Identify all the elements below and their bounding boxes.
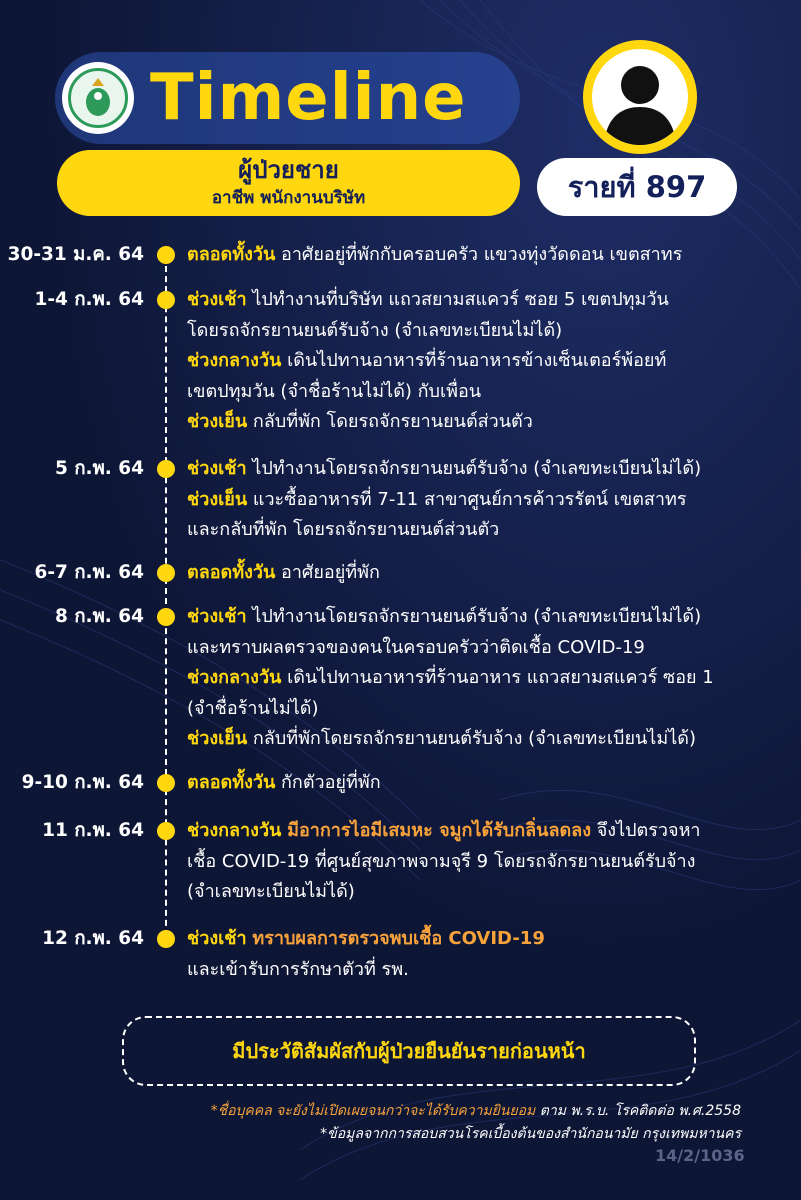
entry-details — [187, 558, 799, 589]
timeline-dot-icon — [157, 608, 175, 626]
entry-details — [187, 240, 799, 271]
entry-line — [187, 346, 799, 377]
entry-text: และเข้ารับการรักษาตัวที่ รพ. — [187, 958, 409, 980]
entry-text: ไปทำงานโดยรถจักรยานยนต์รับจ้าง (จำเลขทะเบียนไม่ได้) — [246, 458, 702, 479]
time-of-day-label: ช่วงเช้า — [187, 928, 247, 949]
footnote-2 — [320, 1123, 741, 1145]
entry-line — [187, 515, 799, 546]
entry-line — [187, 240, 799, 271]
time-of-day-label: ตลอดทั้งวัน — [187, 772, 276, 793]
entry-line — [187, 768, 799, 799]
entry-text: เดินไปทานอาหารที่ร้านอาหาร แถวสยามสแควร์ ซอย 1 — [281, 667, 714, 688]
footnote-1-rest: ตาม พ.ร.บ. โรคติดต่อ พ.ศ.2558 — [535, 1103, 741, 1119]
entry-details — [187, 602, 799, 755]
entry-line — [187, 877, 799, 908]
time-of-day-label: ช่วงกลางวัน — [187, 350, 282, 371]
footnote-1-highlight: *ชื่อบุคคล จะยังไม่เปิดเผยจนกว่าจะได้รับความยินยอม — [210, 1103, 536, 1119]
entry-date: 11 ก.พ. 64 — [42, 820, 144, 841]
entry-text: และกลับที่พัก โดยรถจักรยานยนต์ส่วนตัว — [187, 519, 500, 540]
entry-line — [187, 407, 799, 438]
highlight-text: มีอาการไอมีเสมหะ จมูกได้รับกลิ่นลดลง — [287, 820, 592, 841]
entry-text: เชื้อ COVID-19 ที่ศูนย์สุขภาพจามจุรี 9 โดยรถจักรยานยนต์รับจ้าง — [187, 850, 696, 872]
entry-line — [187, 377, 799, 408]
entry-line — [187, 558, 799, 589]
time-of-day-label: ช่วงเช้า — [187, 606, 247, 627]
time-of-day-label: ช่วงเช้า — [187, 289, 247, 310]
entry-line — [187, 602, 799, 633]
timeline-dot-icon — [157, 930, 175, 948]
entry-text: (จำชื่อร้านไม่ได้) — [187, 697, 319, 719]
entry-text: โดยรถจักรยานยนต์รับจ้าง (จำเลขทะเบียนไม่ได้) — [187, 319, 563, 341]
entry-line — [187, 816, 799, 847]
occupation-label: อาชีพ พนักงานบริษัท — [211, 188, 366, 208]
entry-text: (จำเลขทะเบียนไม่ได้) — [187, 881, 355, 902]
entry-text: อาศัยอยู่ที่พัก — [275, 562, 380, 583]
entry-date: 30-31 ม.ค. 64 — [7, 244, 144, 265]
footnote-1 — [211, 1100, 741, 1122]
time-of-day-label: ช่วงเย็น — [187, 411, 248, 432]
entry-line — [187, 724, 799, 755]
page-title: Timeline — [150, 61, 467, 135]
entry-text: กลับที่พัก โดยรถจักรยานยนต์ส่วนตัว — [247, 411, 533, 432]
case-number-badge: รายที่ 897 — [537, 158, 737, 216]
entry-details — [187, 285, 799, 438]
footnote-2-text: *ข้อมูลจากการสอบสวนโรคเบื้องต้นของสำนักอนามัย กรุงเทพมหานคร — [320, 1126, 741, 1142]
entry-text: ไปทำงานโดยรถจักรยานยนต์รับจ้าง (จำเลขทะเบียนไม่ได้) — [246, 606, 702, 627]
entry-line — [187, 633, 799, 664]
entry-line — [187, 454, 799, 485]
patient-label: ผู้ป่วยชาย — [238, 156, 339, 184]
entry-text: เดินไปทานอาหารที่ร้านอาหารข้างเซ็นเตอร์พ้อยท์ — [281, 350, 667, 371]
time-of-day-label: ตลอดทั้งวัน — [187, 244, 276, 265]
entry-line — [187, 285, 799, 316]
entry-details — [187, 924, 799, 985]
entry-date: 6-7 ก.พ. 64 — [34, 562, 144, 583]
time-of-day-label: ช่วงกลางวัน — [187, 667, 282, 688]
entry-line — [187, 663, 799, 694]
timeline-dashed-line — [165, 256, 167, 946]
time-of-day-label: ช่วงเช้า — [187, 458, 247, 479]
entry-text: และทราบผลตรวจของคนในครอบครัวว่าติดเชื้อ COVID-19 — [187, 636, 645, 658]
entry-date: 1-4 ก.พ. 64 — [34, 289, 144, 310]
entry-text: กักตัวอยู่ที่พัก — [275, 772, 381, 793]
entry-details — [187, 816, 799, 908]
entry-line — [187, 847, 799, 878]
entry-details — [187, 768, 799, 799]
entry-text: อาศัยอยู่ที่พักกับครอบครัว แขวงทุ่งวัดดอน เขตสาทร — [275, 244, 683, 265]
entry-date: 8 ก.พ. 64 — [55, 606, 144, 627]
entry-line — [187, 694, 799, 725]
entry-text: ไปทำงานที่บริษัท แถวสยามสแควร์ ซอย 5 เขตปทุมวัน — [246, 289, 669, 310]
entry-date: 9-10 ก.พ. 64 — [21, 772, 144, 793]
entry-text: เขตปทุมวัน (จำชื่อร้านไม่ได้) กับเพื่อน — [187, 380, 482, 402]
entry-details — [187, 454, 799, 546]
entry-line — [187, 485, 799, 516]
contact-note-box — [122, 1016, 696, 1086]
contact-note: มีประวัติสัมผัสกับผู้ป่วยยืนยันรายก่อนหน้า — [232, 1039, 586, 1063]
entry-date: 12 ก.พ. 64 — [42, 928, 144, 949]
timeline-dot-icon — [157, 246, 175, 264]
timeline-dot-icon — [157, 460, 175, 478]
timeline-dot-icon — [157, 822, 175, 840]
time-of-day-label: ช่วงเย็น — [187, 488, 248, 510]
time-of-day-label: ตลอดทั้งวัน — [187, 562, 276, 583]
timeline-dot-icon — [157, 291, 175, 309]
time-of-day-label: ช่วงกลางวัน — [187, 820, 282, 841]
document-code: 14/2/1036 — [655, 1146, 745, 1165]
entry-line — [187, 316, 799, 347]
timeline-dot-icon — [157, 564, 175, 582]
timeline-dot-icon — [157, 774, 175, 792]
entry-line — [187, 924, 799, 955]
time-of-day-label: ช่วงเย็น — [187, 728, 248, 749]
entry-text: กลับที่พักโดยรถจักรยานยนต์รับจ้าง (จำเลขทะเบียนไม่ได้) — [247, 728, 696, 749]
entry-text: แวะซื้ออาหารที่ 7-11 สาขาศูนย์การค้าวรรัตน์ เขตสาทร — [247, 488, 687, 510]
entry-line — [187, 955, 799, 986]
entry-text: จึงไปตรวจหา — [591, 820, 701, 841]
highlight-text: ทราบผลการตรวจพบเชื้อ COVID-19 — [252, 928, 545, 949]
entry-date: 5 ก.พ. 64 — [55, 458, 144, 479]
